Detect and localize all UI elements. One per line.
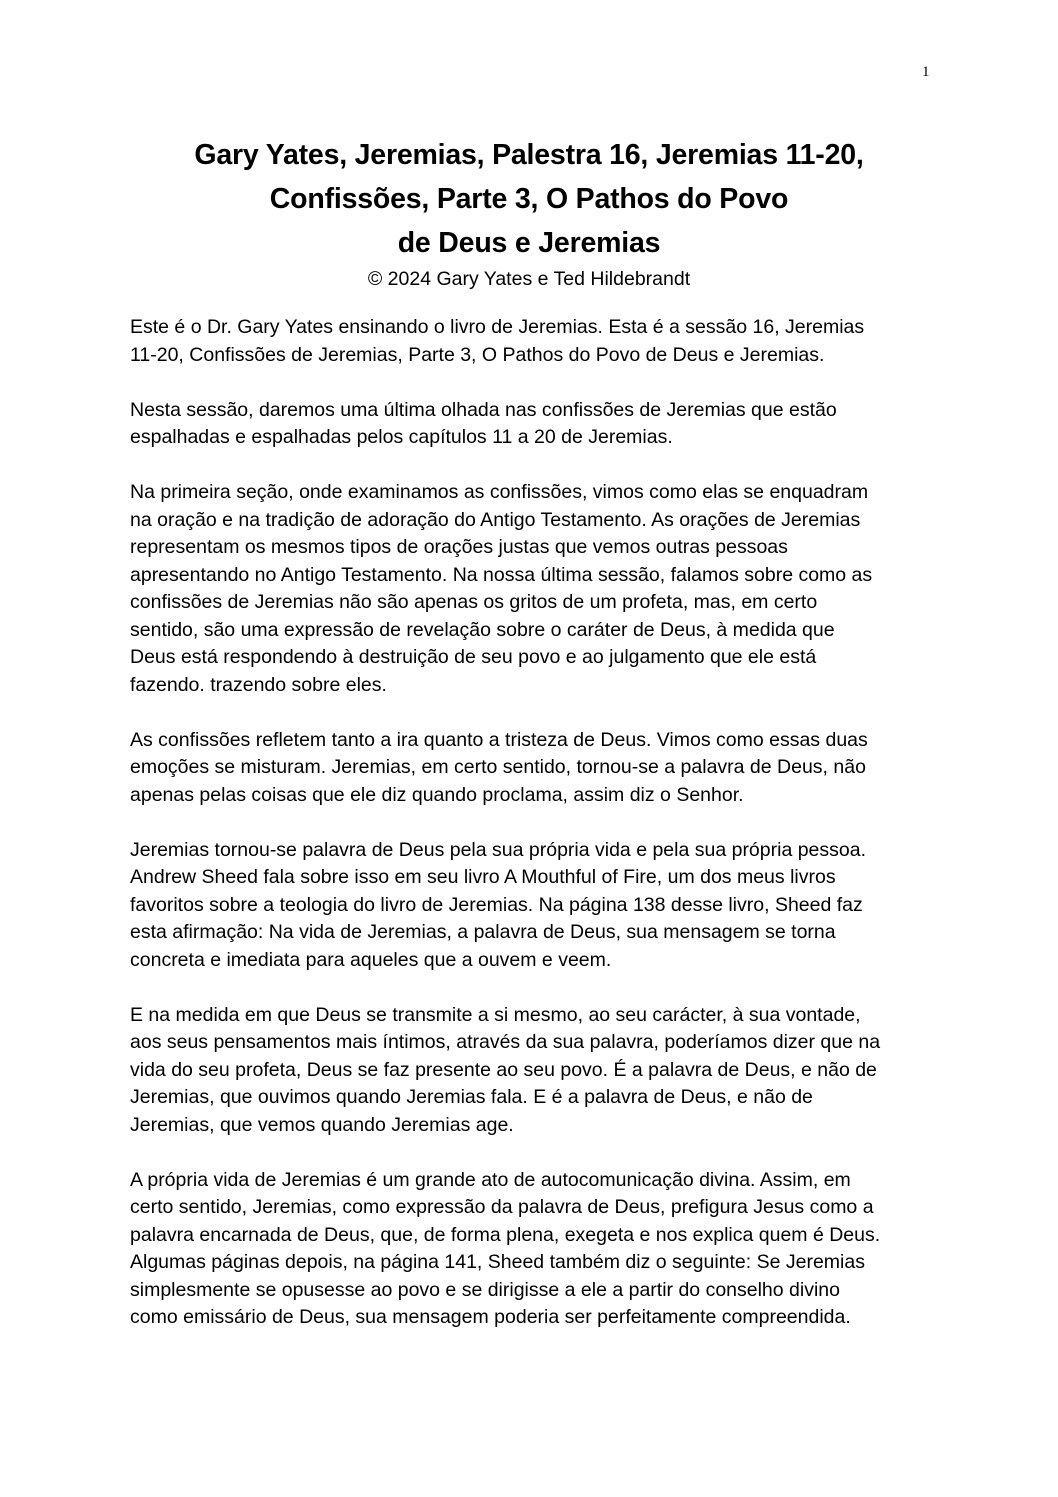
title-line-3: de Deus e Jeremias [397, 227, 661, 259]
document-body [130, 314, 930, 1359]
copyright-notice: © 2024 Gary Yates e Ted Hildebrandt [367, 268, 691, 290]
text-line: 11-20, Confissões de Jeremias, Parte 3, O Pathos do Povo de Deus e Jeremias. [130, 343, 825, 366]
text-line: Jeremias, que vemos quando Jeremias age. [130, 1113, 514, 1136]
paragraph [130, 314, 930, 369]
text-line: sentido, são uma expressão de revelação sobre o caráter de Deus, à medida que [130, 618, 835, 641]
text-line: Este é o Dr. Gary Yates ensinando o livro de Jeremias. Esta é a sessão 16, Jeremias [130, 316, 865, 338]
page-number: 1 [922, 64, 930, 80]
text-line: Nesta sessão, daremos uma última olhada nas confissões de Jeremias que estão [130, 398, 837, 421]
text-line: apenas pelas coisas que ele diz quando proclama, assim diz o Senhor. [130, 783, 744, 806]
text-line: palavra encarnada de Deus, que, de forma plena, exegeta e nos explica quem é Deus. [130, 1223, 881, 1246]
text-line: simplesmente se opusesse ao povo e se dirigisse a ele a partir do conselho divino [130, 1278, 840, 1301]
text-line: esta afirmação: Na vida de Jeremias, a palavra de Deus, sua mensagem se torna [130, 921, 836, 943]
text-line: concreta e imediata para aqueles que a ouvem e veem. [130, 948, 612, 971]
paragraph [130, 1002, 930, 1140]
title-line-1: Gary Yates, Jeremias, Palestra 16, Jeremias 11-20, [194, 139, 864, 171]
title-line-2: Confissões, Parte 3, O Pathos do Povo [269, 183, 789, 215]
paragraph [130, 727, 930, 810]
text-line: Deus está respondendo à destruição de seu povo e ao julgamento que ele está [130, 646, 817, 668]
text-line: Na primeira seção, onde examinamos as confissões, vimos como elas se enquadram [130, 481, 869, 503]
text-line: espalhadas e espalhadas pelos capítulos 11 a 20 de Jeremias. [130, 426, 673, 448]
text-line: E na medida em que Deus se transmite a si mesmo, ao seu carácter, à sua vontade, [130, 1003, 861, 1026]
text-line: As confissões refletem tanto a ira quanto a tristeza de Deus. Vimos como essas duas [130, 728, 868, 751]
text-line: fazendo. trazendo sobre eles. [130, 673, 387, 696]
document-header [100, 133, 958, 293]
paragraph [130, 837, 930, 975]
text-line: emoções se misturam. Jeremias, em certo sentido, tornou-se a palavra de Deus, não [130, 756, 866, 778]
paragraph [130, 1167, 930, 1332]
text-line: representam os mesmos tipos de orações justas que vemos outras pessoas [130, 536, 788, 558]
text-line: Jeremias tornou-se palavra de Deus pela sua própria vida e pela sua própria pessoa. [130, 838, 867, 861]
text-line: Andrew Sheed fala sobre isso em seu livro A Mouthful of Fire, um dos meus livros [130, 866, 836, 888]
text-line: favoritos sobre a teologia do livro de Jeremias. Na página 138 desse livro, Sheed faz [130, 893, 863, 916]
text-line: vida do seu profeta, Deus se faz presente ao seu povo. É a palavra de Deus, e não de [130, 1058, 877, 1081]
text-line: confissões de Jeremias não são apenas os gritos de um profeta, mas, em certo [130, 591, 818, 613]
text-line: Jeremias, que ouvimos quando Jeremias fala. E é a palavra de Deus, e não de [130, 1086, 813, 1108]
text-line: como emissário de Deus, sua mensagem poderia ser perfeitamente compreendida. [130, 1306, 851, 1328]
paragraph [130, 397, 930, 452]
text-line: na oração e na tradição de adoração do Antigo Testamento. As orações de Jeremias [130, 508, 861, 531]
text-line: certo sentido, Jeremias, como expressão da palavra de Deus, prefigura Jesus como a [130, 1196, 874, 1218]
text-line: A própria vida de Jeremias é um grande ato de autocomunicação divina. Assim, em [130, 1168, 851, 1191]
paragraph [130, 479, 930, 699]
text-line: apresentando no Antigo Testamento. Na nossa última sessão, falamos sobre como as [130, 563, 873, 586]
text-line: aos seus pensamentos mais íntimos, através da sua palavra, poderíamos dizer que na [130, 1031, 881, 1053]
text-line: Algumas páginas depois, na página 141, Sheed também diz o seguinte: Se Jeremias [130, 1251, 865, 1273]
